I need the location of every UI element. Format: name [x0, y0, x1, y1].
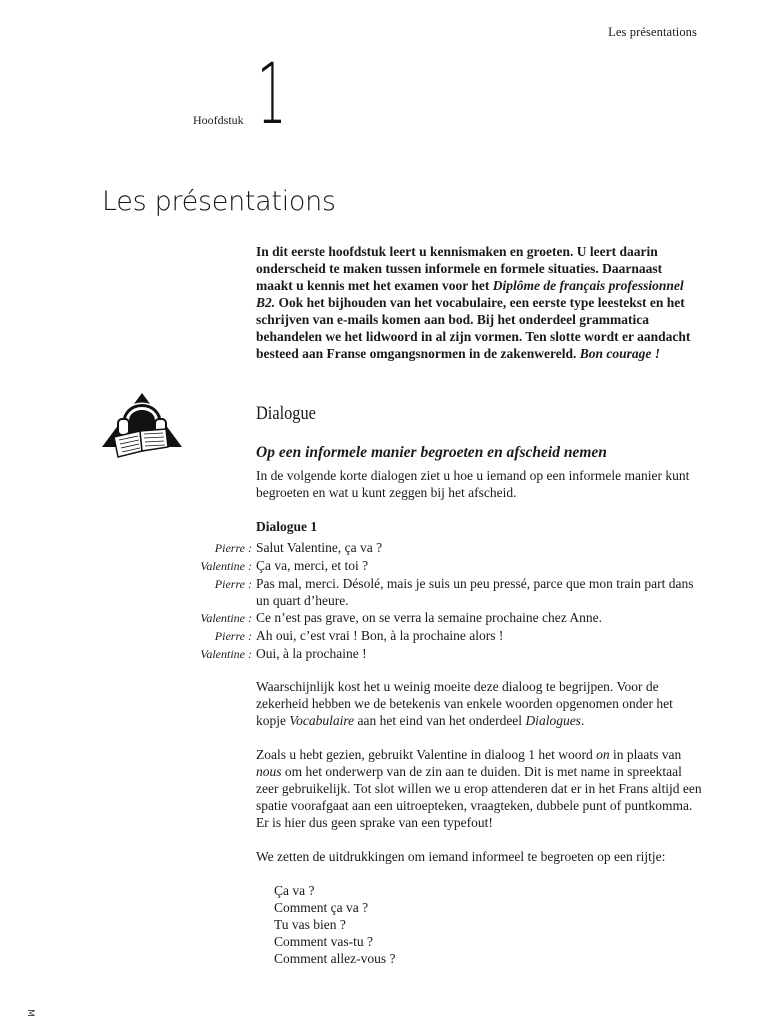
- text-run: Ook het bijhouden van het vocabulaire, een eerste type leestekst en het schrijven van e-mails komen aan bod. Bij het onderdeel grammatica behandelen we het lidwoord in al zijn vormen. Ten slotte wordt er aandacht besteed aan Franse omgangsnormen in de zakenwereld.: [256, 295, 691, 361]
- text-run: in plaats van: [609, 747, 682, 762]
- greeting-item: Tu vas bien ?: [274, 917, 346, 932]
- speaker: Pierre :: [214, 541, 252, 555]
- description-text: In de volgende korte dialogen ziet u hoe u iemand op een informele manier kunt begroeten en wat u kunt zeggen bij het afscheid.: [256, 468, 690, 500]
- text-run: om het onderwerp van de zin aan te duiden. Dit is met name in spreektaal zeer gebruikelijk. Tot slot willen we u erop attenderen dat er in het Frans altijd een spatie voorafgaat aan een uitroepteken, vraagteken, dubbele punt of puntkomma. Er is hier dus geen sprake van een typefout!: [256, 764, 702, 830]
- description-paragraph: [256, 467, 702, 501]
- dialogue-line: [180, 627, 705, 645]
- paragraph-vocabulary-text: [256, 678, 702, 729]
- utterance: Salut Valentine, ça va ?: [256, 540, 383, 555]
- greeting-item: Ça va ?: [274, 883, 315, 898]
- greeting-item: Comment vas-tu ?: [274, 934, 373, 949]
- utterance: Ah oui, c’est vrai ! Bon, à la prochaine alors !: [256, 628, 504, 643]
- dialogue-label: Dialogue 1: [256, 519, 318, 534]
- dialogue-line: [180, 609, 705, 627]
- running-head: Les présentations: [608, 25, 697, 39]
- speaker: Pierre :: [214, 629, 252, 643]
- text-run: aan het eind van het onderdeel: [354, 713, 526, 728]
- italic-run: Vocabulaire: [289, 713, 355, 728]
- utterance: Pas mal, merci. Désolé, mais je suis un peu pressé, parce que mon train part dans un quart d’heure.: [256, 576, 694, 608]
- greeting-item: Comment ça va ?: [274, 900, 369, 915]
- dialogue: [180, 539, 705, 663]
- dialogue-line: [180, 645, 705, 663]
- section-title: Dialogue: [256, 403, 316, 424]
- intro-text: [256, 243, 702, 362]
- italic-run: Bon courage !: [579, 346, 661, 361]
- dialogue-line: [180, 575, 705, 609]
- utterance: Ce n’est pas grave, on se verra la semaine prochaine chez Anne.: [256, 610, 602, 625]
- italic-run: Diplôme de français professionnel B2.: [256, 278, 684, 310]
- utterance: Oui, à la prochaine !: [256, 646, 367, 661]
- headphones-book-icon: [100, 385, 184, 463]
- paragraph-greetings-intro: [256, 848, 702, 865]
- text-run: .: [580, 713, 585, 728]
- text-run: Zoals u hebt gezien, gebruikt Valentine in dialoog 1 het woord: [256, 747, 597, 762]
- intro-paragraph: [256, 243, 702, 362]
- greeting-item: Comment allez-vous ?: [274, 951, 396, 966]
- chapter-number: 1: [257, 45, 287, 143]
- paragraph-vocabulary: [256, 678, 702, 729]
- speaker: Valentine :: [200, 647, 252, 661]
- dialogue-line: [180, 557, 705, 575]
- italic-run: on: [596, 747, 610, 762]
- subsection-title: Op een informele manier begroeten en afscheid nemen: [256, 444, 607, 461]
- dialogue-line: [180, 539, 705, 557]
- paragraph-on-nous: [256, 746, 702, 831]
- text-run: Waarschijnlijk kost het u weinig moeite deze dialoog te begrijpen. Voor de zekerheid hebben we de betekenis van enkele woorden opgenomen onder het kopje: [256, 679, 673, 728]
- italic-run: nous: [256, 764, 282, 779]
- paragraph-on-nous-text: [256, 746, 702, 831]
- speaker: Pierre :: [214, 577, 252, 591]
- side-mark: M: [24, 1009, 35, 1017]
- speaker: Valentine :: [200, 611, 252, 625]
- paragraph-greetings-intro-text: We zetten de uitdrukkingen om iemand informeel te begroeten op een rijtje:: [256, 849, 666, 864]
- chapter-label: Hoofdstuk: [193, 113, 244, 127]
- italic-run: Dialogues: [525, 713, 581, 728]
- utterance: Ça va, merci, et toi ?: [256, 558, 369, 573]
- speaker: Valentine :: [200, 559, 252, 573]
- chapter-title: Les présentations: [102, 186, 336, 217]
- greetings-list: [274, 882, 395, 967]
- text-run: In dit eerste hoofdstuk leert u kennismaken en groeten. U leert daarin onderscheid te maken tussen informele en formele situaties. Daarnaast maakt u kennis met het examen voor het: [256, 244, 663, 293]
